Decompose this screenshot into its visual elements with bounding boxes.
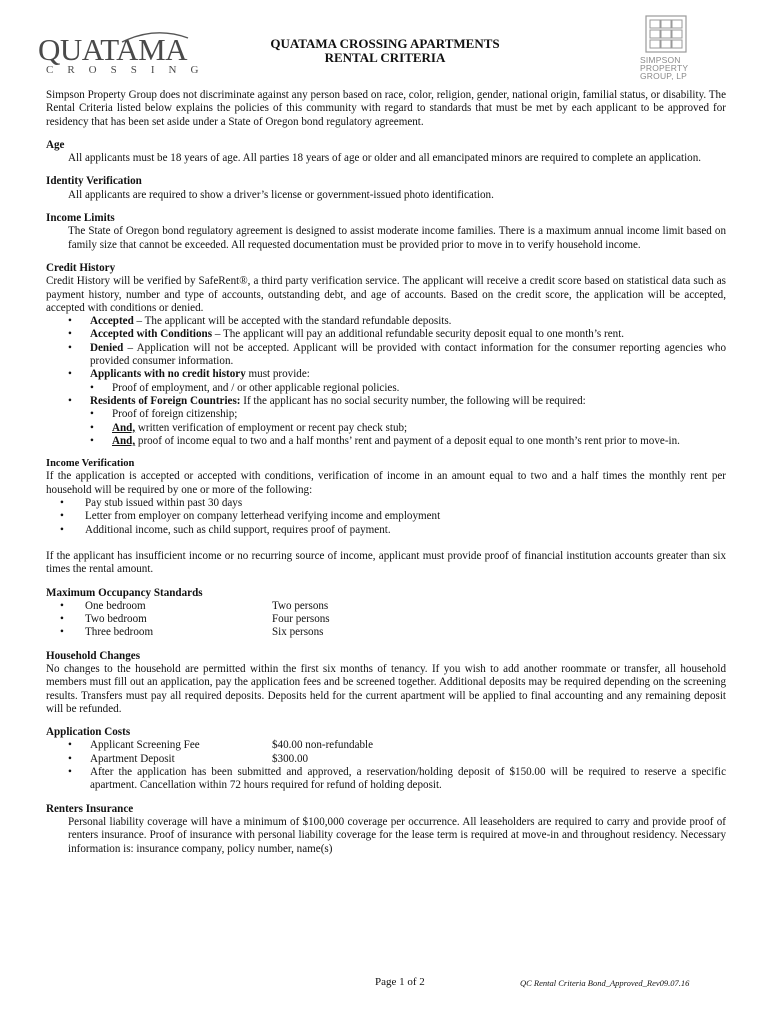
- list-item: [46, 408, 726, 421]
- list-item: [46, 382, 726, 395]
- title-line-1: QUATAMA CROSSING APARTMENTS: [270, 36, 500, 51]
- occupancy-limit: Four persons: [272, 613, 330, 626]
- list-item-text: Letter from employer on company letterhead verifying income and employment: [85, 510, 441, 523]
- income-verification-text: If the application is accepted or accepted with conditions, verification of income in an amount equal to two and a half times the monthly rent per household will be required by one or more of the following:: [46, 470, 726, 496]
- simpson-property-logo-icon: [640, 14, 692, 54]
- bullet-icon: •: [68, 739, 72, 752]
- logo-text-line: PROPERTY: [640, 63, 689, 73]
- occupancy-limit: Six persons: [272, 626, 324, 639]
- list-item-text: Pay stub issued within past 30 days: [85, 497, 243, 510]
- list-item: [46, 766, 726, 793]
- list-item: [46, 497, 726, 510]
- list-item: [46, 613, 726, 626]
- list-item-label: Accepted with Conditions: [90, 328, 213, 341]
- logo-main-text: QUATAMA: [38, 32, 188, 67]
- list-item-text: Proof of employment, and / or other applicable regional policies.: [112, 381, 400, 394]
- list-item-label: Residents of Foreign Countries:: [90, 394, 241, 407]
- list-item-text: – Application will not be accepted. Applicant will be provided with contact information for the consumer reporting agencies who provided consumer information.: [90, 341, 726, 368]
- section-heading-insurance: Renters Insurance: [46, 802, 134, 815]
- section-heading-income-verification: Income Verification: [46, 458, 135, 470]
- cost-label: Apartment Deposit: [90, 752, 175, 765]
- bullet-icon: •: [60, 599, 64, 612]
- age-text: All applicants must be 18 years of age. All parties 18 years of age or older and all emancipated minors are required to complete an application.: [68, 152, 702, 165]
- bullet-icon: •: [60, 510, 64, 523]
- list-item-label: Accepted: [90, 315, 134, 328]
- list-item-text: proof of income equal to two and a half months’ rent and payment of a deposit equal to one month’s rent prior to move-in.: [135, 434, 680, 447]
- occupancy-unit: Three bedroom: [85, 626, 154, 639]
- occupancy-limit: Two persons: [272, 599, 329, 612]
- list-item: [46, 368, 726, 381]
- costs-list: [46, 739, 726, 792]
- list-item-label: And,: [112, 421, 136, 434]
- list-item-text: After the application has been submitted and approved, a reservation/holding deposit of $150.00 will be required to reserve a specific apartment. Cancellation within 72 hours required for refund of holding deposit.: [90, 766, 726, 792]
- quatama-crossing-logo: [30, 30, 215, 80]
- list-item: [46, 435, 726, 448]
- list-item: [46, 342, 726, 369]
- bullet-icon: •: [60, 626, 64, 639]
- list-item: [46, 524, 726, 537]
- credit-text: Credit History will be verified by SafeRent®, a third party verification service. The applicant will receive a credit score based on statistical data such as payment history, number and type of accounts, outstanding debt, and age of accounts. Based on the credit score, the application will be accepted, accepted with conditions or denied.: [46, 275, 726, 314]
- list-item-label: Denied: [90, 341, 124, 354]
- list-item: [46, 395, 726, 408]
- income-verification-list: [46, 497, 726, 537]
- bullet-icon: •: [68, 368, 72, 381]
- list-item: [46, 422, 726, 435]
- bullet-icon: •: [90, 421, 94, 434]
- logo-sub-text: CROSSING: [46, 64, 213, 76]
- identity-text: All applicants are required to show a driver’s license or government-issued photo identification.: [68, 188, 494, 201]
- credit-list: [46, 315, 726, 448]
- bullet-icon: •: [90, 434, 94, 447]
- list-item-text: If the applicant has no social security number, the following will be required:: [240, 394, 586, 407]
- simpson-property-logo-text: [640, 56, 696, 80]
- document-reference: QC Rental Criteria Bond_Approved_Rev09.07.16: [520, 978, 690, 988]
- list-item: [46, 600, 726, 613]
- page-title: [220, 37, 550, 65]
- bullet-icon: •: [60, 497, 64, 510]
- bullet-icon: •: [68, 341, 72, 354]
- bullet-icon: •: [90, 408, 94, 421]
- list-item-text: – The applicant will be accepted with the standard refundable deposits.: [133, 315, 452, 328]
- list-item-label: Applicants with no credit history: [90, 368, 246, 381]
- income-limits-text: The State of Oregon bond regulatory agreement is designed to assist moderate income families. There is a maximum annual income limit based on family size that cannot be exceeded. All requested documentation must be provided prior to move in to verify household income.: [68, 225, 726, 251]
- bullet-icon: •: [60, 613, 64, 626]
- bullet-icon: •: [68, 394, 72, 407]
- list-item-label: And,: [112, 434, 136, 447]
- occupancy-list: [46, 600, 726, 640]
- list-item: [46, 510, 726, 523]
- section-heading-occupancy: Maximum Occupancy Standards: [46, 586, 203, 599]
- list-item-text: must provide:: [245, 368, 310, 381]
- logo-text-line: GROUP, LP: [640, 71, 687, 81]
- list-item-text: – The applicant will pay an additional refundable security deposit equal to one month’s rent.: [212, 328, 625, 341]
- title-line-2: RENTAL CRITERIA: [324, 50, 446, 65]
- section-heading-age: Age: [46, 138, 65, 151]
- insufficient-income-text: If the applicant has insufficient income or no recurring source of income, applicant must provide proof of financial institution accounts greater than six times the rental amount.: [46, 549, 726, 576]
- occupancy-unit: Two bedroom: [85, 613, 147, 626]
- cost-label: Applicant Screening Fee: [90, 739, 200, 752]
- list-item: [46, 753, 726, 766]
- section-heading-costs: Application Costs: [46, 726, 131, 739]
- logo-text-line: SIMPSON: [640, 55, 681, 65]
- section-heading-household: Household Changes: [46, 649, 141, 662]
- list-item: [46, 626, 726, 639]
- section-heading-identity: Identity Verification: [46, 175, 142, 188]
- section-heading-credit: Credit History: [46, 261, 116, 274]
- bullet-icon: •: [60, 523, 64, 536]
- bullet-icon: •: [68, 766, 72, 779]
- list-item-text: written verification of employment or recent pay check stub;: [135, 421, 408, 434]
- list-item: [46, 739, 726, 752]
- insurance-text: Personal liability coverage will have a minimum of $100,000 coverage per occurrence. All leaseholders are required to carry and provide proof of renters insurance. Proof of insurance with personal liability coverage for the lease term is required at move-in and throughout residency. Necessary information is: insurance company, policy number, name(s): [68, 815, 726, 855]
- cost-value: $300.00: [272, 752, 309, 765]
- list-item-text: Proof of foreign citizenship;: [112, 408, 238, 421]
- intro-paragraph: Simpson Property Group does not discriminate against any person based on race, color, religion, gender, national origin, familial status, or disability. The Rental Criteria listed below explains the policies of this community with regard to standards that must be met by each applicant to be approved for residency that has been set aside under a State of Oregon bond regulatory agreement.: [46, 89, 726, 128]
- page-number: Page 1 of 2: [375, 976, 425, 988]
- bullet-icon: •: [68, 752, 72, 765]
- list-item-text: Additional income, such as child support, requires proof of payment.: [85, 523, 391, 536]
- bullet-icon: •: [68, 315, 72, 328]
- list-item: [46, 328, 726, 341]
- bullet-icon: •: [90, 381, 94, 394]
- cost-value: $40.00 non-refundable: [272, 739, 374, 752]
- bullet-icon: •: [68, 328, 72, 341]
- section-heading-income-limits: Income Limits: [46, 212, 115, 225]
- list-item: [46, 315, 726, 328]
- document-body: [46, 89, 726, 856]
- household-text: No changes to the household are permitted within the first six months of tenancy. If you wish to add another roommate or transfer, all household members must fill out an application, pay the application fees and be screened together. Additional deposits may be required depending on the screening results. Transfers must pay all required deposits. Deposits held for the current apartment will be applied to final accounting and any remaining deposit will be refunded.: [46, 662, 726, 715]
- occupancy-unit: One bedroom: [85, 599, 146, 612]
